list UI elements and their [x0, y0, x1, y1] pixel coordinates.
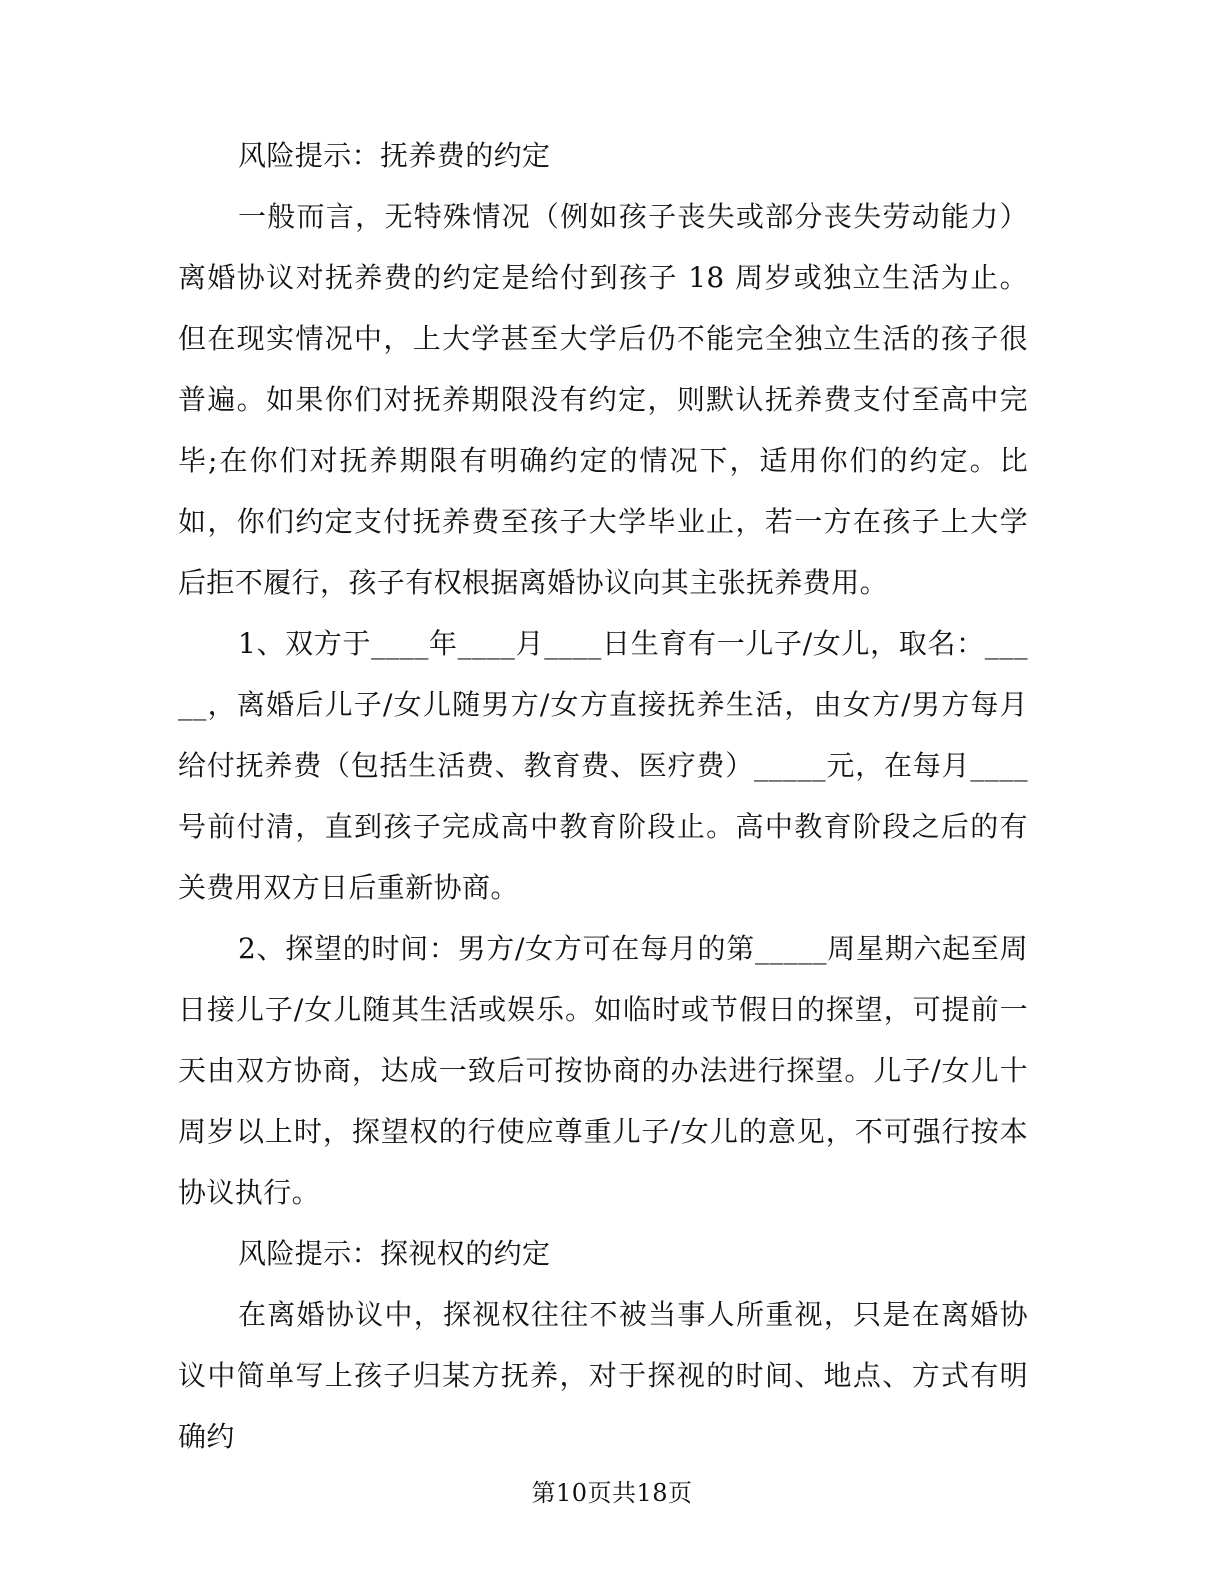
clause-2-visitation-time: 2、探望的时间：男方/女方可在每月的第_____周星期六起至周日接儿子/女儿随其生活或娱乐。如临时或节假日的探望，可提前一天由双方协商，达成一致后可按协商的办法进行探望。儿子/女儿十周岁以上时，探望权的行使应尊重儿子/女儿的意见，不可强行按本协议执行。: [178, 932, 1028, 1209]
page-number-footer: 第10页共18页: [531, 1479, 693, 1507]
document-body: [178, 125, 1028, 1467]
section-heading-support-fee: 风险提示：抚养费的约定: [238, 139, 551, 172]
clause-1-child-support: 1、双方于____年____月____日生育有一儿子/女儿，取名：_____，离婚后儿子/女儿随男方/女方直接抚养生活，由女方/男方每月给付抚养费（包括生活费、教育费、医疗费）_____元，在每月____号前付清，直到孩子完成高中教育阶段止。高中教育阶段之后的有关费用双方日后重新协商。: [178, 627, 1028, 904]
section-heading-visitation: 风险提示：探视权的约定: [238, 1237, 551, 1270]
paragraph-visitation-explanation: 在离婚协议中，探视权往往不被当事人所重视，只是在离婚协议中简单写上孩子归某方抚养，对于探视的时间、地点、方式有明确约: [178, 1298, 1028, 1453]
paragraph-support-fee-explanation: 一般而言，无特殊情况（例如孩子丧失或部分丧失劳动能力）离婚协议对抚养费的约定是给付到孩子 18 周岁或独立生活为止。但在现实情况中，上大学甚至大学后仍不能完全独立生活的孩子很普遍。如果你们对抚养期限没有约定，则默认抚养费支付至高中完毕;在你们对抚养期限有明确约定的情况下，适用你们的约定。比如，你们约定支付抚养费至孩子大学毕业止，若一方在孩子上大学后拒不履行，孩子有权根据离婚协议向其主张抚养费用。: [178, 200, 1028, 599]
